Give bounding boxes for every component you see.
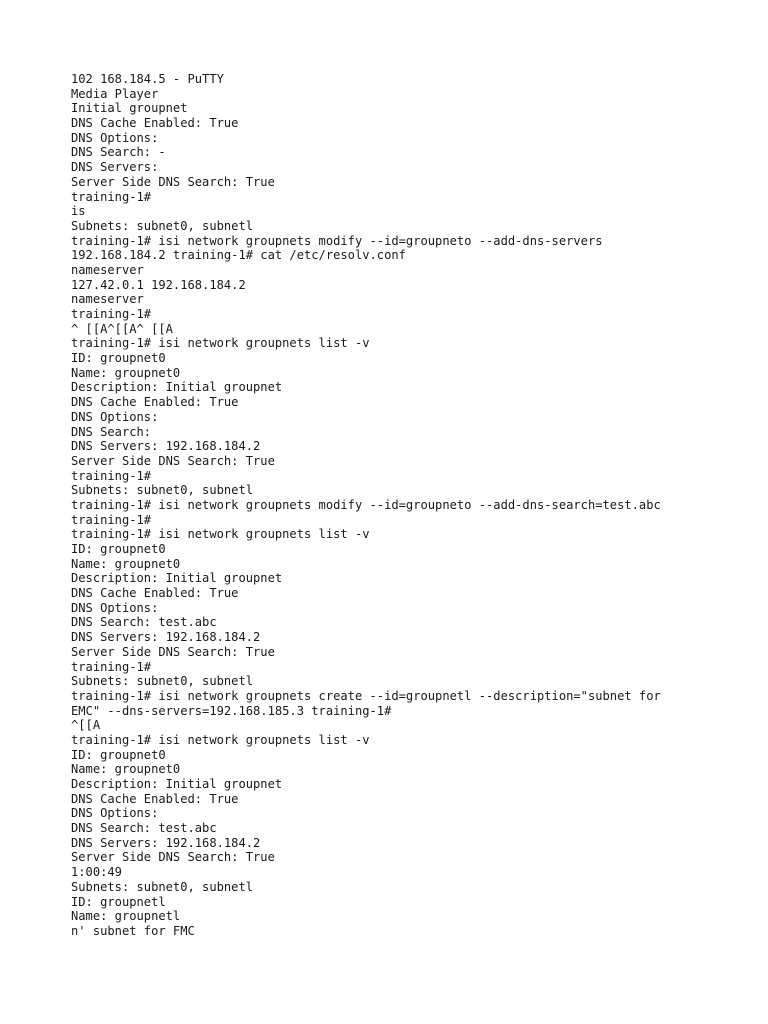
transcript-line: Server Side DNS Search: True [71, 644, 275, 659]
transcript-line: training-1# isi network groupnets list -v [71, 732, 370, 747]
transcript-line: DNS Options: [71, 409, 159, 424]
transcript-line: EMC" --dns-servers=192.168.185.3 training-1# [71, 703, 392, 718]
transcript-line: DNS Search: [71, 424, 152, 439]
transcript-line: nameserver [71, 292, 144, 307]
transcript-line: Subnets: subnet0, subnetl [71, 483, 254, 498]
transcript-line: Server Side DNS Search: True [71, 453, 275, 468]
transcript-line: is [71, 204, 86, 219]
transcript-line: n' subnet for FMC [71, 923, 195, 938]
transcript-line: Name: groupnet0 [71, 762, 181, 777]
transcript-line: DNS Cache Enabled: True [71, 791, 239, 806]
transcript-line: ID: groupnet0 [71, 747, 166, 762]
transcript-line: Subnets: subnet0, subnetl [71, 674, 254, 689]
transcript-line: training-1# isi network groupnets list -v [71, 527, 370, 542]
transcript-line: Description: Initial groupnet [71, 777, 283, 791]
transcript-line: 102 168.184.5 - PuTTY [71, 72, 224, 86]
transcript-line: DNS Search: test.abc [71, 821, 217, 836]
transcript-line: DNS Options: [71, 600, 159, 615]
transcript-line: ID: groupnet0 [71, 542, 166, 556]
transcript-line: training-1# isi network groupnets modify --id=groupneto --add-dns-servers [71, 233, 603, 248]
transcript-line: Server Side DNS Search: True [71, 174, 275, 189]
transcript-line: DNS Servers: 192.168.184.2 [71, 835, 261, 850]
transcript-line: training-1# isi network groupnets create --id=groupnetl --description="subnet for [71, 688, 661, 703]
transcript-line: DNS Options: [71, 130, 159, 145]
transcript-line: ^[[A [71, 718, 101, 733]
transcript-line: Server Side DNS Search: True [71, 850, 275, 865]
transcript-line: nameserver [71, 262, 144, 277]
transcript-line: Name: groupnetl [71, 909, 181, 924]
transcript-line: Subnets: subnet0, subnetl [71, 879, 254, 894]
transcript-line: 192.168.184.2 training-1# cat /etc/resolv.conf [71, 248, 406, 263]
transcript-line: DNS Search: - [71, 145, 166, 160]
transcript-line: Initial groupnet [71, 101, 188, 116]
transcript-line: 127.42.0.1 192.168.184.2 [71, 277, 246, 292]
transcript-line: Description: Initial groupnet [71, 571, 283, 586]
transcript-line: Name: groupnet0 [71, 365, 181, 380]
transcript-line: Subnets: subnet0, subnetl [71, 218, 254, 233]
transcript-line: training-1# [71, 189, 152, 204]
transcript-line: training-1# [71, 659, 152, 674]
transcript-line: ID: groupnet0 [71, 351, 166, 366]
transcript-line: DNS Options: [71, 806, 159, 821]
transcript-line: DNS Cache Enabled: True [71, 116, 239, 131]
transcript-line: DNS Servers: 192.168.184.2 [71, 630, 261, 645]
transcript-line: training-1# isi network groupnets modify --id=groupneto --add-dns-search=test.abc [71, 497, 661, 512]
transcript-line: Media Player [71, 86, 159, 101]
transcript-line: training-1# isi network groupnets list -v [71, 336, 370, 351]
transcript-line: training-1# [71, 468, 152, 483]
transcript-line: ID: groupnetl [71, 894, 166, 909]
transcript-line: DNS Servers: [71, 160, 159, 175]
transcript-line: DNS Cache Enabled: True [71, 395, 239, 410]
transcript-line: DNS Servers: 192.168.184.2 [71, 439, 261, 454]
transcript-line: DNS Cache Enabled: True [71, 586, 239, 601]
transcript-line: 1:00:49 [71, 865, 122, 880]
transcript-line: training-1# [71, 307, 152, 321]
transcript-line: ^ [[A^[[A^ [[A [71, 321, 173, 336]
transcript-line: Description: Initial groupnet [71, 380, 283, 395]
transcript-line: DNS Search: test.abc [71, 615, 217, 630]
transcript-line: Name: groupnet0 [71, 556, 181, 571]
terminal-transcript [71, 72, 731, 939]
transcript-line: training-1# [71, 512, 152, 527]
